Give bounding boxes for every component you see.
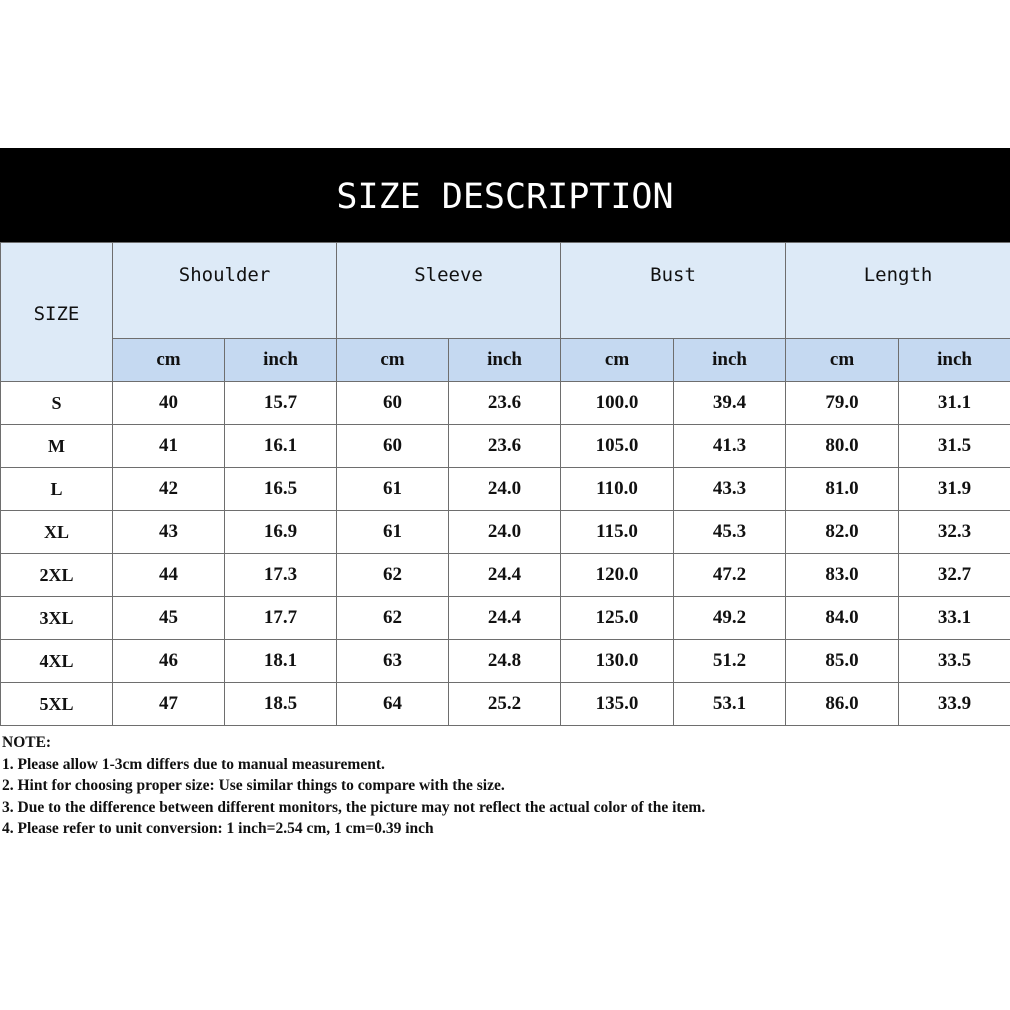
measurement-cell: 33.5 — [899, 640, 1010, 683]
shoulder-header-label: Shoulder — [178, 263, 271, 286]
measurement-cell: 42 — [113, 468, 225, 511]
sleeve-header-label: Sleeve — [414, 263, 483, 286]
table-body — [1, 382, 1010, 726]
measurement-cell: 81.0 — [786, 468, 899, 511]
title-banner — [0, 148, 1010, 242]
unit-header-inch: inch — [674, 339, 786, 382]
note-item: 2. Hint for choosing proper size: Use similar things to compare with the size. — [2, 777, 505, 794]
measurement-cell: 47.2 — [674, 554, 786, 597]
size-column-header — [1, 243, 113, 382]
size-cell: M — [1, 425, 113, 468]
measurement-cell: 135.0 — [561, 683, 674, 726]
measurement-cell: 61 — [337, 511, 449, 554]
measurement-cell: 85.0 — [786, 640, 899, 683]
measurement-cell: 110.0 — [561, 468, 674, 511]
measurement-cell: 82.0 — [786, 511, 899, 554]
measurement-cell: 49.2 — [674, 597, 786, 640]
measurement-cell: 115.0 — [561, 511, 674, 554]
size-table — [0, 242, 1010, 726]
measurement-cell: 16.1 — [225, 425, 337, 468]
measurement-cell: 31.9 — [899, 468, 1010, 511]
measurement-cell: 120.0 — [561, 554, 674, 597]
table-row — [1, 597, 1010, 640]
measurement-cell: 61 — [337, 468, 449, 511]
measurement-cell: 41 — [113, 425, 225, 468]
length-header — [786, 243, 1010, 339]
measurement-cell: 44 — [113, 554, 225, 597]
measurement-cell: 41.3 — [674, 425, 786, 468]
size-cell: 3XL — [1, 597, 113, 640]
size-cell: L — [1, 468, 113, 511]
table-row — [1, 382, 1010, 425]
measurement-cell: 39.4 — [674, 382, 786, 425]
bust-header-label: Bust — [650, 263, 696, 286]
unit-header-inch: inch — [225, 339, 337, 382]
measurement-cell: 46 — [113, 640, 225, 683]
measurement-cell: 15.7 — [225, 382, 337, 425]
measurement-cell: 33.1 — [899, 597, 1010, 640]
measurement-cell: 51.2 — [674, 640, 786, 683]
size-cell: XL — [1, 511, 113, 554]
table-row — [1, 425, 1010, 468]
measurement-cell: 63 — [337, 640, 449, 683]
measurement-cell: 17.3 — [225, 554, 337, 597]
measurement-cell: 23.6 — [449, 382, 561, 425]
measurement-cell: 100.0 — [561, 382, 674, 425]
measurement-cell: 24.0 — [449, 511, 561, 554]
unit-header-inch: inch — [449, 339, 561, 382]
unit-header-cm: cm — [786, 339, 899, 382]
size-cell: 2XL — [1, 554, 113, 597]
size-cell: 4XL — [1, 640, 113, 683]
measurement-cell: 31.5 — [899, 425, 1010, 468]
measurement-cell: 84.0 — [786, 597, 899, 640]
measurement-cell: 18.5 — [225, 683, 337, 726]
measurement-cell: 86.0 — [786, 683, 899, 726]
notes-heading: NOTE: — [2, 734, 52, 751]
measurement-cell: 25.2 — [449, 683, 561, 726]
measurement-cell: 33.9 — [899, 683, 1010, 726]
note-item: 4. Please refer to unit conversion: 1 inch=2.54 cm, 1 cm=0.39 inch — [2, 820, 434, 837]
measurement-cell: 31.1 — [899, 382, 1010, 425]
notes-section — [2, 732, 1002, 840]
size-cell: S — [1, 382, 113, 425]
page-title: SIZE DESCRIPTION — [336, 176, 674, 217]
table-header-row — [1, 243, 1010, 339]
measurement-cell: 45.3 — [674, 511, 786, 554]
measurement-cell: 43 — [113, 511, 225, 554]
measurement-cell: 47 — [113, 683, 225, 726]
sleeve-header — [337, 243, 561, 339]
length-header-label: Length — [863, 263, 933, 286]
measurement-cell: 24.8 — [449, 640, 561, 683]
bust-header — [561, 243, 786, 339]
measurement-cell: 32.3 — [899, 511, 1010, 554]
measurement-cell: 60 — [337, 382, 449, 425]
measurement-cell: 53.1 — [674, 683, 786, 726]
measurement-cell: 24.4 — [449, 554, 561, 597]
unit-header-row — [1, 339, 1010, 382]
shoulder-header — [113, 243, 337, 339]
measurement-cell: 16.9 — [225, 511, 337, 554]
measurement-cell: 23.6 — [449, 425, 561, 468]
measurement-cell: 40 — [113, 382, 225, 425]
measurement-cell: 43.3 — [674, 468, 786, 511]
measurement-cell: 32.7 — [899, 554, 1010, 597]
unit-header-inch: inch — [899, 339, 1010, 382]
table-row — [1, 683, 1010, 726]
measurement-cell: 18.1 — [225, 640, 337, 683]
measurement-cell: 80.0 — [786, 425, 899, 468]
unit-header-cm: cm — [337, 339, 449, 382]
measurement-cell: 105.0 — [561, 425, 674, 468]
measurement-cell: 62 — [337, 554, 449, 597]
measurement-cell: 125.0 — [561, 597, 674, 640]
note-item: 3. Due to the difference between different monitors, the picture may not reflect the actual color of the item. — [2, 798, 706, 816]
unit-header-cm: cm — [113, 339, 225, 382]
measurement-cell: 17.7 — [225, 597, 337, 640]
measurement-cell: 60 — [337, 425, 449, 468]
measurement-cell: 24.0 — [449, 468, 561, 511]
measurement-cell: 24.4 — [449, 597, 561, 640]
measurement-cell: 64 — [337, 683, 449, 726]
measurement-cell: 62 — [337, 597, 449, 640]
table-row — [1, 468, 1010, 511]
measurement-cell: 45 — [113, 597, 225, 640]
size-cell: 5XL — [1, 683, 113, 726]
measurement-cell: 79.0 — [786, 382, 899, 425]
table-row — [1, 640, 1010, 683]
measurement-cell: 83.0 — [786, 554, 899, 597]
unit-header-cm: cm — [561, 339, 674, 382]
table-row — [1, 554, 1010, 597]
measurement-cell: 130.0 — [561, 640, 674, 683]
measurement-cell: 16.5 — [225, 468, 337, 511]
table-row — [1, 511, 1010, 554]
size-header-label: SIZE — [33, 303, 80, 325]
note-item: 1. Please allow 1-3cm differs due to manual measurement. — [2, 755, 385, 773]
